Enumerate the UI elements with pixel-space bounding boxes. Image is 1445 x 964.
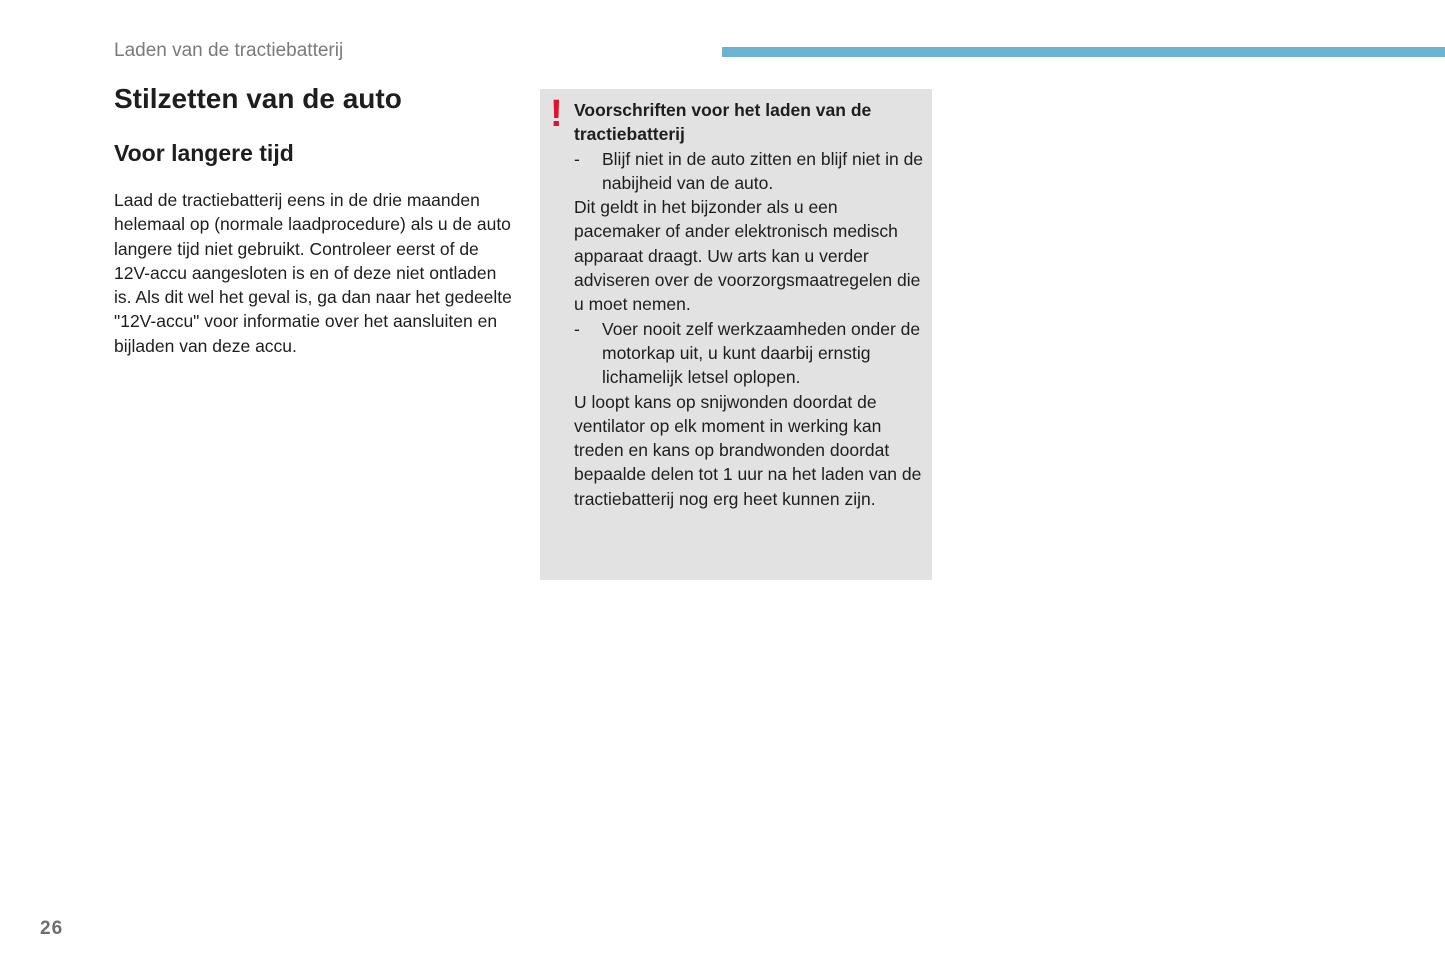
warning-content [574, 98, 928, 511]
warning-bullet [574, 317, 928, 390]
bullet-text: Blijf niet in de auto zitten en blijf niet in de nabijheid van de auto. [602, 148, 924, 193]
body-paragraph: Laad de tractiebatterij eens in de drie maanden helemaal op (normale laadprocedure) als u de auto langere tijd niet gebruikt. Controleer eerst of de 12V-accu aangesloten is en of deze niet ontladen is. Als dit wel het geval is, ga dan naar het gedeelte "12V-accu" voor informatie over het aansluiten en bijladen van deze accu. [114, 190, 512, 356]
warning-title: Voorschriften voor het laden van de tractiebatterij [574, 100, 872, 145]
running-header: Laden van de tractiebatterij [114, 40, 344, 61]
header-accent-bar [722, 47, 1445, 57]
section-title: Voor langere tijd [114, 140, 294, 166]
warning-paragraph: U loopt kans op snijwonden doordat de ventilator op elk moment in werking kan treden en kans op brandwonden doordat bepaalde delen tot 1 uur na het laden van de tractiebatterij nog erg heet kunnen zijn. [574, 391, 922, 509]
exclamation-icon: ! [550, 93, 563, 135]
bullet-marker: - [574, 318, 580, 339]
page-title: Stilzetten van de auto [114, 83, 402, 114]
warning-bullet [574, 147, 928, 196]
warning-box [540, 89, 932, 580]
bullet-text: Voer nooit zelf werkzaamheden onder de motorkap uit, u kunt daarbij ernstig lichamelijk letsel oplopen. [602, 318, 921, 388]
bullet-marker: - [574, 148, 580, 169]
warning-paragraph: Dit geldt in het bijzonder als u een pacemaker of ander elektronisch medisch apparaat draagt. Uw arts kan u verder adviseren over de voorzorgsmaatregelen die u moet nemen. [574, 197, 921, 315]
page-number: 26 [40, 918, 64, 939]
